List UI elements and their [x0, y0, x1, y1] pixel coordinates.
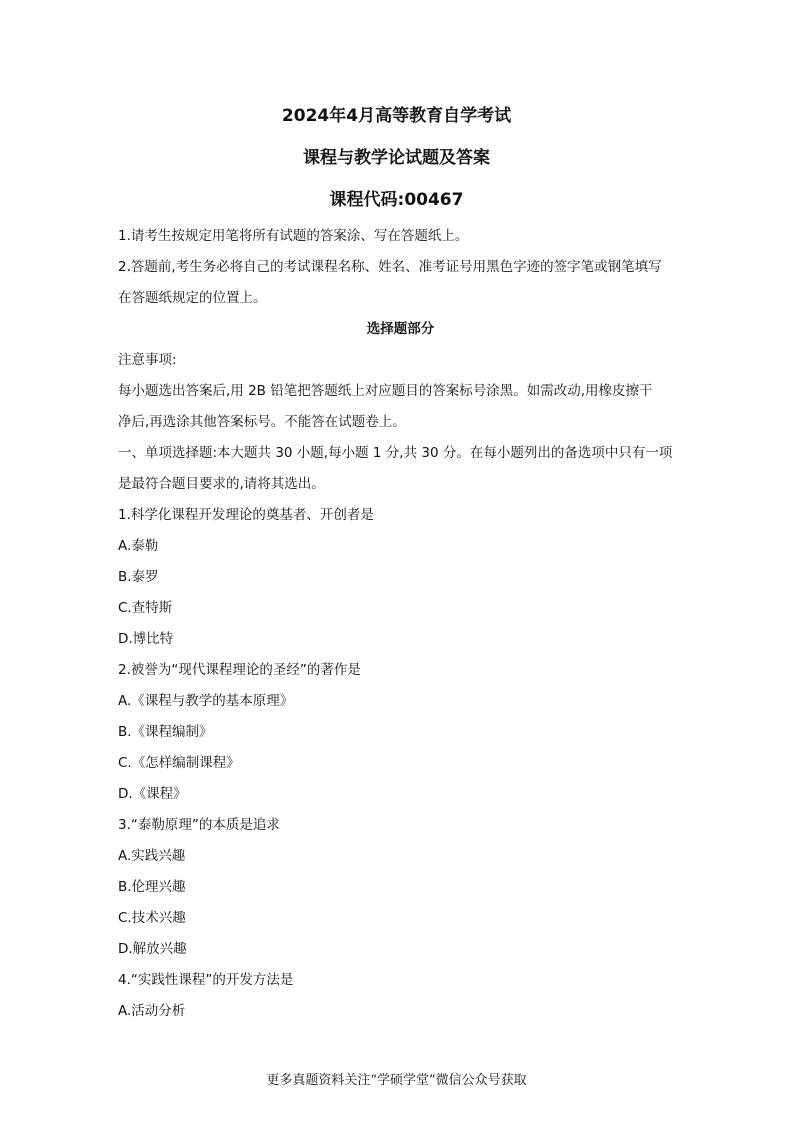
answer-option: B.《课程编制》 [118, 724, 213, 740]
question-stem: 4.“实践性课程”的开发方法是 [118, 972, 294, 988]
answer-option: A.活动分析 [118, 1003, 186, 1019]
footer-note: 更多真题资料关注“学硕学堂”微信公众号获取 [266, 1073, 527, 1088]
exam-title: 2024年4月高等教育自学考试 [281, 106, 512, 126]
notice-line-2: 净后,再选涂其他答案标号。不能答在试题卷上。 [118, 414, 406, 430]
answer-option: A.《课程与教学的基本原理》 [118, 693, 294, 709]
notice-line-1: 每小题选出答案后,用 2B 铅笔把答题纸上对应题目的答案标号涂黑。如需改动,用橡皮擦干 [118, 383, 653, 399]
answer-option: D.《课程》 [118, 786, 187, 802]
answer-option: C.《怎样编制课程》 [118, 755, 240, 771]
answer-option: A.泰勒 [118, 538, 159, 554]
answer-option: D.博比特 [118, 631, 174, 647]
instruction-2-line-1: 2.答题前,考生务必将自己的考试课程名称、姓名、准考证号用黑色字迹的签字笔或钢笔填写 [118, 259, 662, 275]
answer-option: D.解放兴趣 [118, 941, 187, 957]
instruction-2-line-2: 在答题纸规定的位置上。 [118, 290, 267, 306]
exam-subtitle: 课程与教学论试题及答案 [303, 148, 490, 168]
part1-instructions-line-1: 一、单项选择题:本大题共 30 小题,每小题 1 分,共 30 分。在每小题列出的备选项中只有一项 [118, 445, 673, 461]
course-code: 课程代码:00467 [329, 190, 464, 210]
section-heading: 选择题部分 [366, 321, 435, 337]
instruction-1: 1.请考生按规定用笔将所有试题的答案涂、写在答题纸上。 [118, 228, 469, 244]
answer-option: B.伦理兴趣 [118, 879, 186, 895]
part1-instructions-line-2: 是最符合题目要求的,请将其选出。 [118, 476, 325, 492]
notice-label: 注意事项: [118, 352, 177, 368]
question-stem: 2.被誉为“现代课程理论的圣经”的著作是 [118, 662, 361, 678]
exam-body [118, 221, 683, 1027]
answer-option: A.实践兴趣 [118, 848, 186, 864]
answer-option: C.查特斯 [118, 600, 173, 616]
answer-option: C.技术兴趣 [118, 910, 186, 926]
question-stem: 1.科学化课程开发理论的奠基者、开创者是 [118, 507, 374, 523]
answer-option: B.泰罗 [118, 569, 159, 585]
question-stem: 3.“泰勒原理”的本质是追求 [118, 817, 280, 833]
